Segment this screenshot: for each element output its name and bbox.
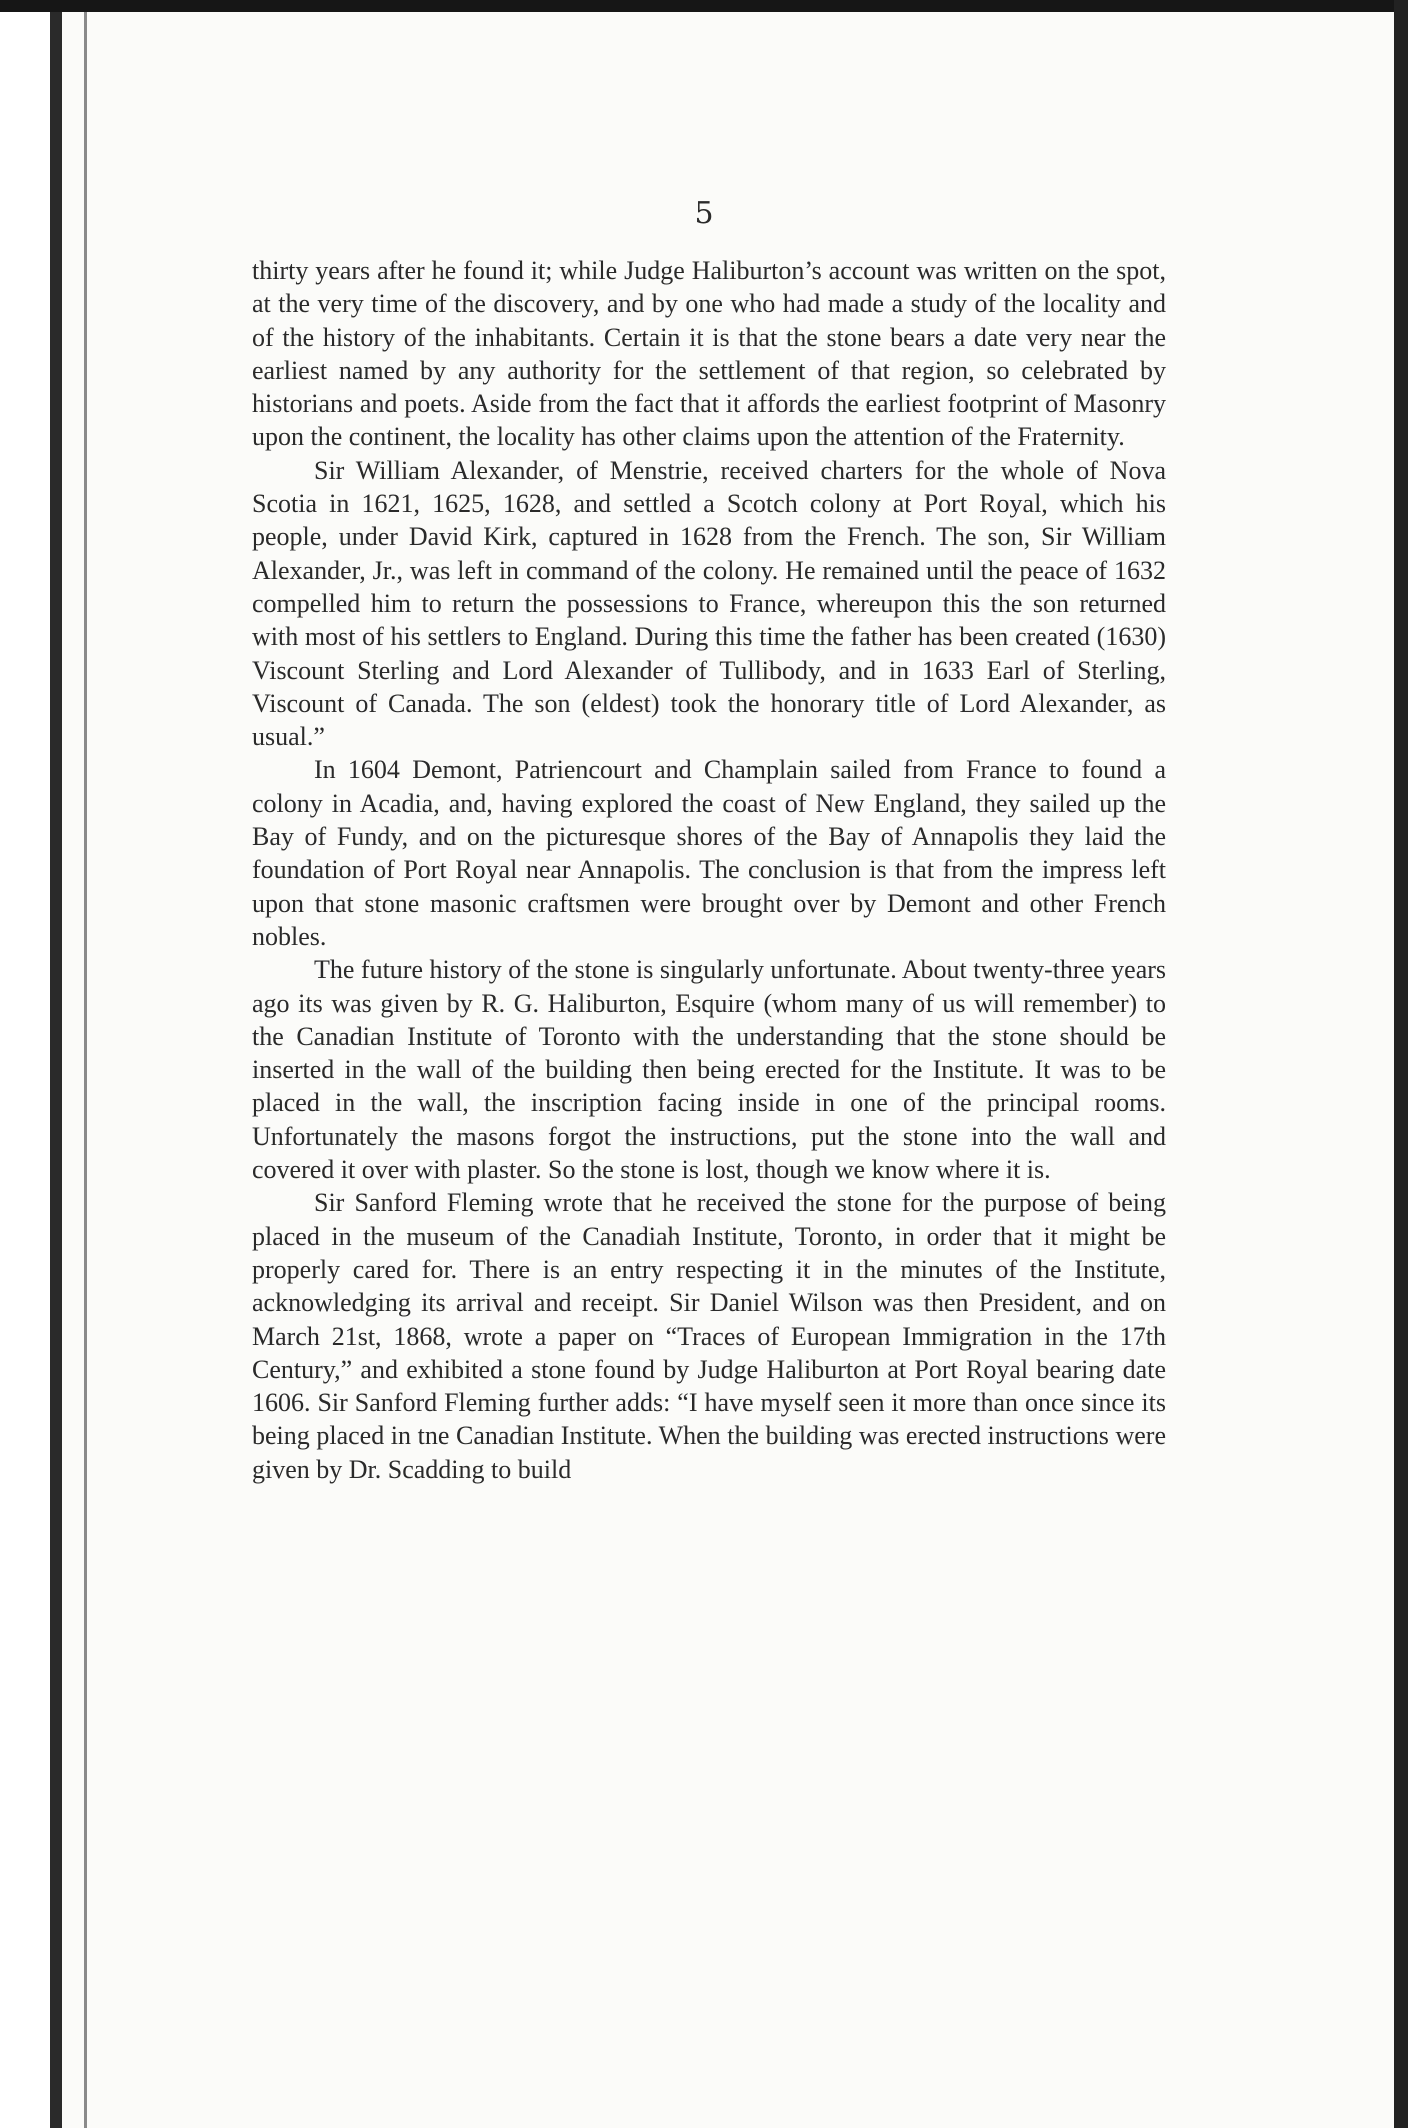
paragraph-2: Sir William Alexander, of Menstrie, received charters for the whole of Nova Scotia in 1621, 1625, 1628, and settled a Scotch colony at Port Royal, which his people, under David Kirk, captured in 1628 from the French. The son, Sir William Alexander, Jr., was left in command of the colony. He remained until the peace of 1632 compelled him to return the possessions to France, whereupon this the son returned with most of his settlers to England. During this time the father has been created (1630) Viscount Sterling and Lord Alexander of Tullibody, and in 1633 Earl of Sterling, Viscount of Canada. The son (eldest) took the honorary title of Lord Alexander, as usual.”: [252, 455, 1166, 752]
paragraph-5: Sir Sanford Fleming wrote that he received the stone for the purpose of being placed in the museum of the Canadiah Institute, Toronto, in order that it might be properly cared for. There is an entry respecting it in the minutes of the Institute, acknowledging its arrival and receipt. Sir Daniel Wilson was then President, and on March 21st, 1868, wrote a paper on “Traces of European Immigration in the 17th Century,” and exhibited a stone found by Judge Haliburton at Port Royal bearing date 1606. Sir Sanford Fleming further adds: “I have myself seen it more than once since its being placed in tne Canadian Institute. When the building was erected instructions were given by Dr. Scadding to build: [252, 1188, 1166, 1484]
paragraph-1: thirty years after he found it; while Judge Haliburton’s account was written on the spot, at the very time of the discovery, and by one who had made a study of the locality and of the history of the inhabitants. Certain it is that the stone bears a date very near the earliest named by any authority for the settlement of that region, so celebrated by historians and poets. Aside from the fact that it affords the earliest footprint of Masonry upon the continent, the locality has other claims upon the attention of the Fraternity.: [252, 256, 1166, 452]
paragraph-4: The future history of the stone is singularly unfortunate. About twenty-three years ago its was given by R. G. Haliburton, Esquire (whom many of us will remember) to the Canadian Institute of Toronto with the understanding that the stone should be inserted in the wall of the building then being erected for the Institute. It was to be placed in the wall, the inscription facing inside in one of the principal rooms. Unfortunately the masons forgot the instructions, put the stone into the wall and covered it over with plaster. So the stone is lost, though we know where it is.: [252, 955, 1167, 1185]
page-number: 5: [694, 196, 714, 231]
binding-edge-line: [84, 12, 87, 2128]
right-dark-edge: [1394, 0, 1408, 2128]
left-margin-strip: [0, 12, 62, 2128]
paragraph-3: In 1604 Demont, Patriencourt and Champlain sailed from France to found a colony in Acadia, and, having explored the coast of New England, they sailed up the Bay of Fundy, and on the picturesque shores of the Bay of Annapolis they laid the foundation of Port Royal near Annapolis. The conclusion is that from the impress left upon that stone masonic craftsmen were brought over by Demont and other French nobles.: [252, 755, 1166, 951]
body-text: [252, 254, 1166, 1486]
